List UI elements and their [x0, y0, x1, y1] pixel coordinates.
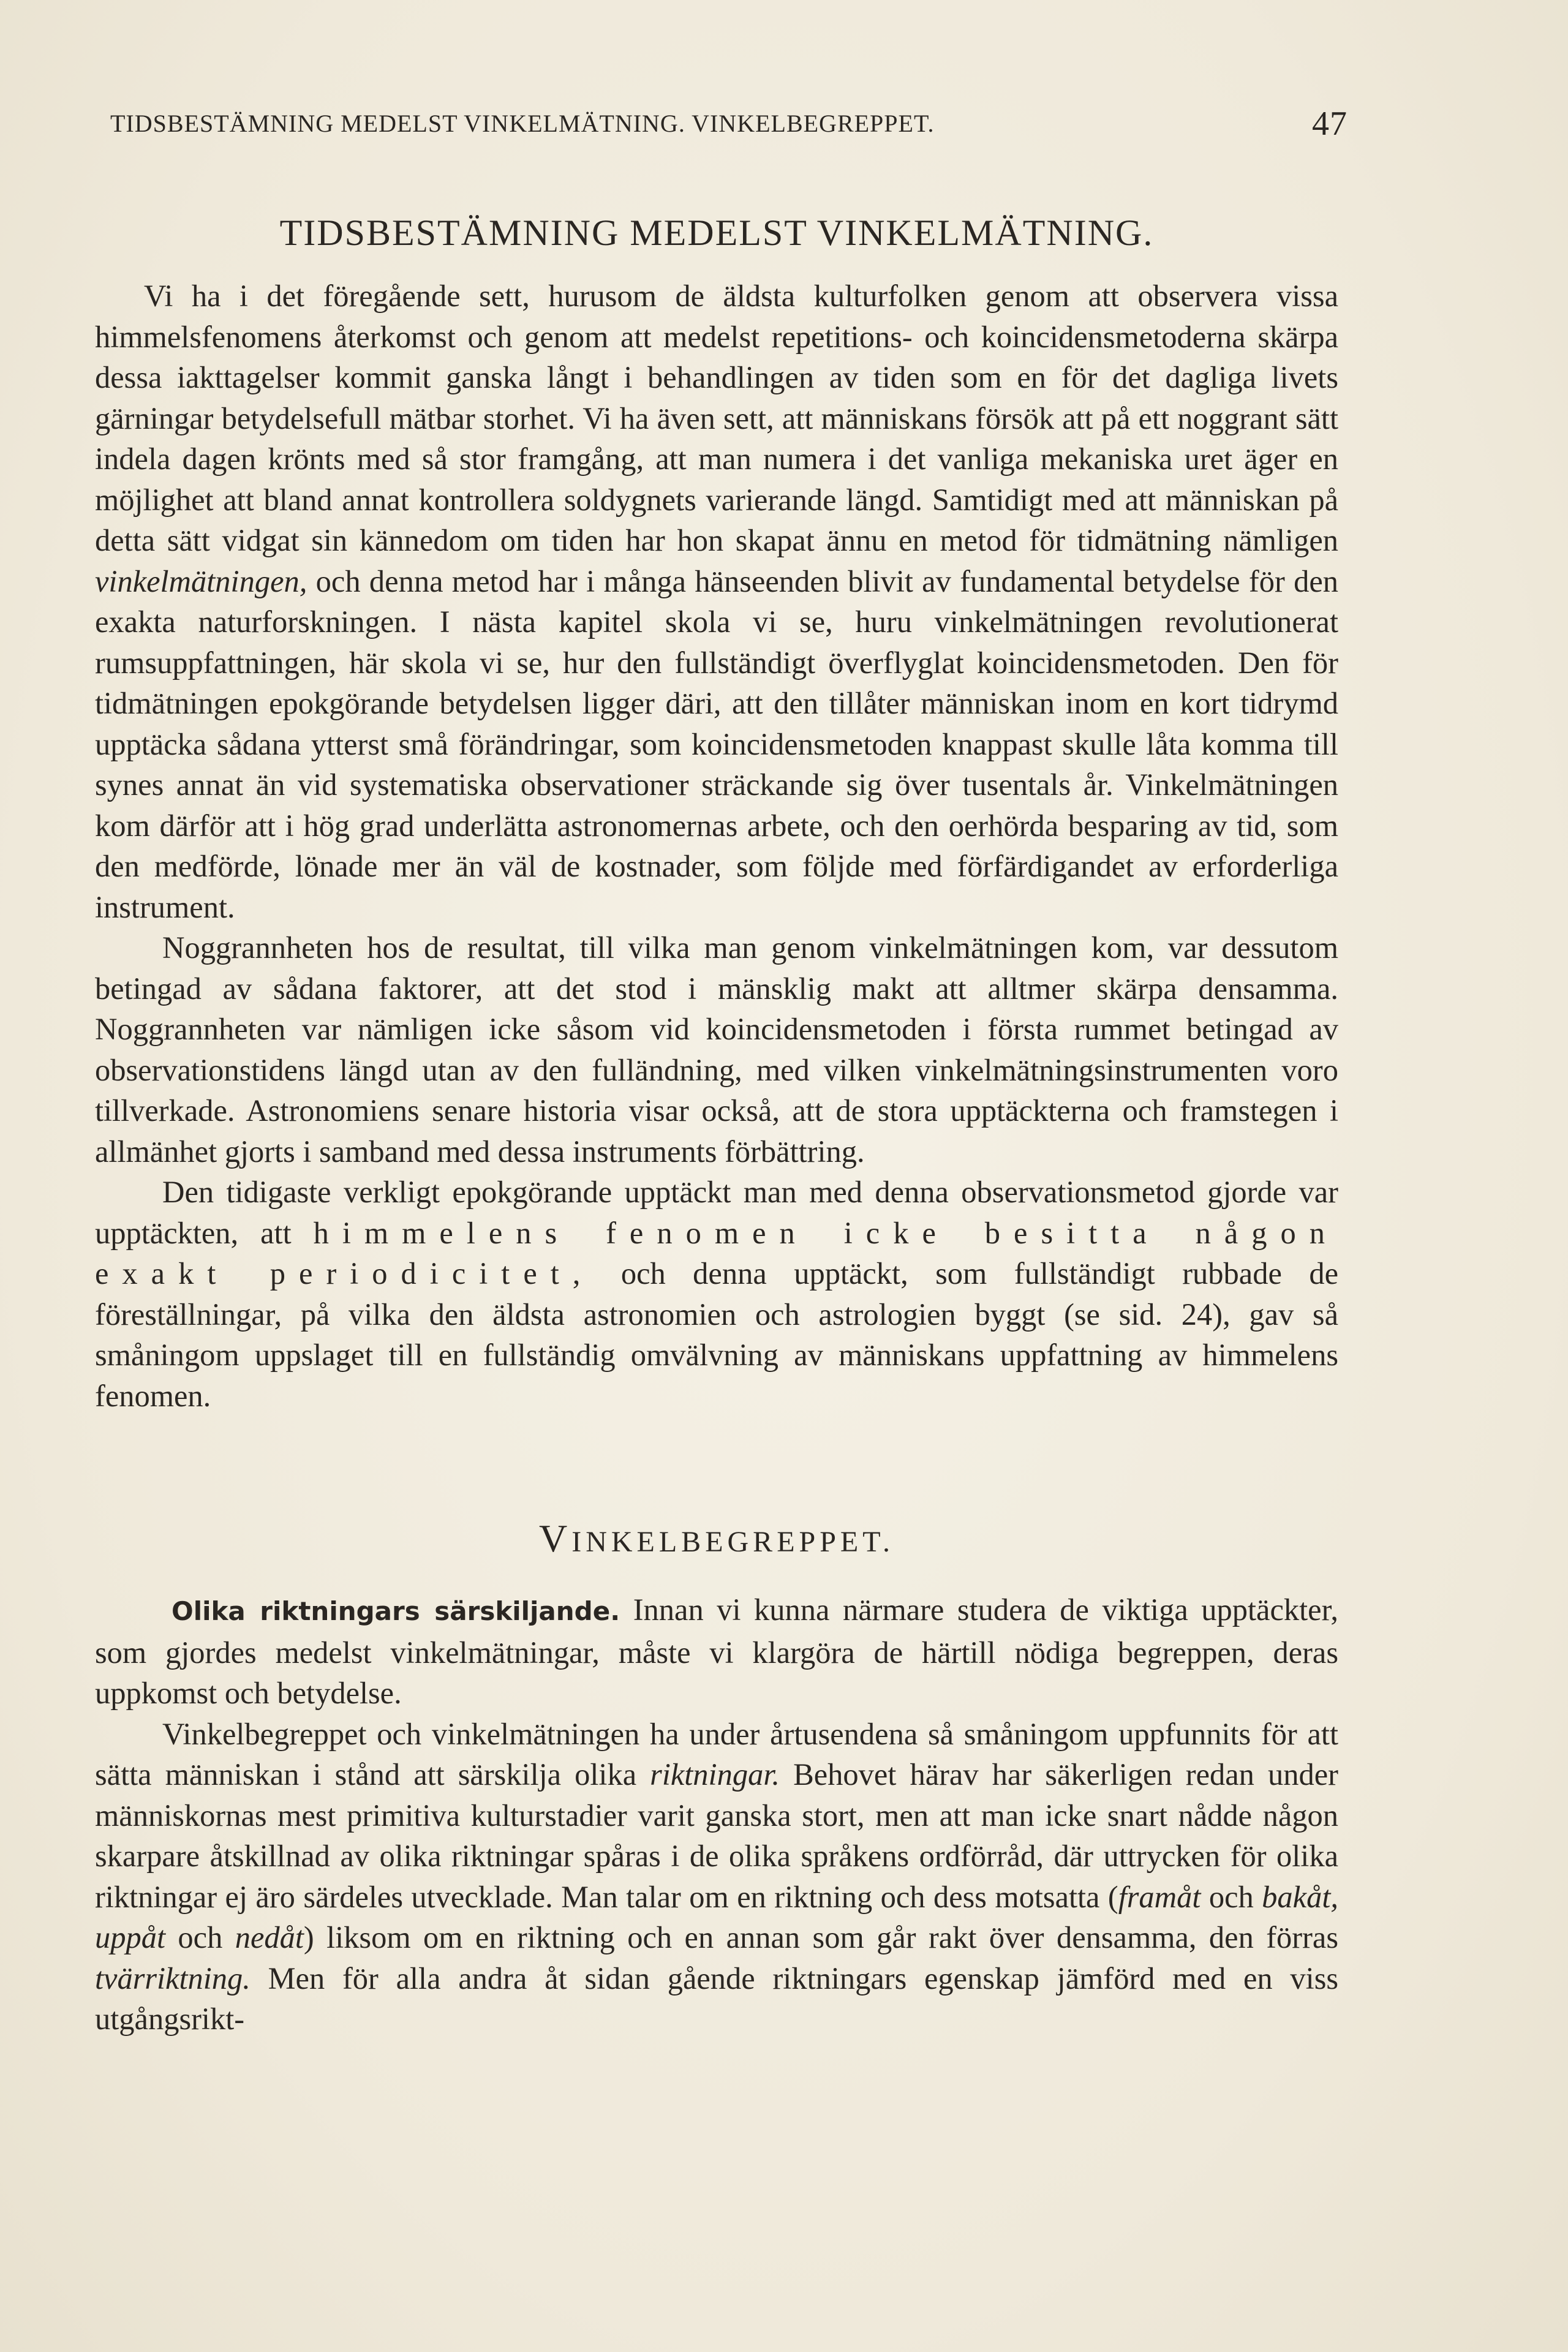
text-run: och: [1200, 1879, 1262, 1914]
paragraph: [95, 1172, 1338, 1416]
emphasis: framåt: [1118, 1879, 1201, 1914]
text-run: Den tidigaste verkligt epokgörande upptäckt man med denna observationsmetod gjorde var upptäckten, att: [95, 1175, 1338, 1250]
page-number: 47: [1312, 105, 1348, 143]
emphasis: nedåt: [235, 1920, 304, 1954]
run-in-heading: Olika riktningars särskiljande.: [172, 1596, 620, 1626]
emphasis: vinkelmätningen,: [95, 564, 307, 598]
emphasis: bakåt, uppåt: [95, 1879, 1338, 1954]
text-run: Vi ha i det föregående sett, hurusom de äldsta kulturfolken genom att observera vissa himmelsfenomens återkomst och genom att medelst repetitions- och koincidensmetoderna skärpa dessa iakttagelser kommit ganska långt i behandlingen av tiden som en för det dagliga livets gärningar betydelsefull mätbar storhet. Vi ha även sett, att människans försök att på ett noggrant sätt indela dagen krönts med så stor framgång, att man numera i det vanliga mekaniska uret äger en möjlighet att bland annat kontrollera soldygnets varierande längd. Samtidigt med att människan på detta sätt vidgat sin kännedom om tiden har hon skapat ännu en metod för tidmätning nämligen: [95, 279, 1338, 557]
text-run: och denna upptäckt, som fullständigt rubbade de föreställningar, på vilka den äldsta astronomien och astrologien byggt (se sid. 24), gav så småningom uppslaget till en fullständig omvälvning av människans uppfattning av himmelens fenomen.: [95, 1256, 1338, 1413]
text-run: Men för alla andra åt sidan gående riktningars egenskap jämförd med en viss utgångsrikt-: [95, 1961, 1338, 2036]
paragraph: [95, 276, 1338, 927]
text-run: Innan vi kunna närmare studera de viktiga upptäckter, som gjordes medelst vinkelmätningar, måste vi klargöra de härtill nödiga begreppen, deras uppkomst och betydelse.: [95, 1593, 1338, 1710]
running-head-title: TIDSBESTÄMNING MEDELST VINKELMÄTNING. VINKELBEGREPPET.: [110, 110, 935, 137]
emphasis: riktningar.: [650, 1757, 780, 1792]
text-run: Behovet härav har säkerligen redan under människornas mest primitiva kulturstadier varit ganska stort, men att man icke snart nådde någon skarpare åtskillnad av olika riktningar spåras i de olika språkens ordförråd, där uttrycken för olika riktningar ej äro särdeles utvecklade. Man talar om en riktning och dess motsatta (: [95, 1757, 1338, 1914]
paragraph: [95, 1714, 1338, 2040]
text-run: Vinkelbegreppet och vinkelmätningen ha under årtusendena så småningom uppfunnits för att sätta människan i stånd att särskilja olika: [95, 1716, 1338, 1792]
heading-initial: V: [539, 1517, 572, 1560]
heading-rest: INKELBEGREPPET.: [571, 1526, 894, 1558]
text-run: och: [165, 1920, 235, 1954]
emphasis: tvärriktning.: [95, 1961, 251, 1996]
section-heading-vinkelbegreppet: [95, 1517, 1338, 1564]
page-content: [95, 208, 1338, 2040]
paragraph: [95, 1589, 1338, 1714]
spaced-emphasis: himmelens fenomen icke besitta någon exakt periodicitet,: [95, 1215, 1338, 1291]
text-run: ) liksom om en riktning och en annan som går rakt över densamma, den förras: [303, 1920, 1338, 1954]
text-run: och denna metod har i många hänseenden blivit av fundamental betydelse för den exakta naturforskningen. I nästa kapitel skola vi se, huru vinkelmätningen revolutionerat rumsuppfattningen, här skola vi se, hur den fullständigt överflyglat koincidensmetoden. Den för tidmätningen epokgörande betydelsen ligger däri, att den tillåter människan inom en kort tidrymd upptäcka sådana ytterst små förändringar, som koincidensmetoden knappast skulle låta komma till synes annat än vid systematiska observationer sträckande sig över tusentals år. Vinkelmätningen kom därför att i hög grad underlätta astronomernas arbete, och den oerhörda besparing av tid, som den medförde, lönade mer än väl de kostnader, som följde med förfärdigandet av erforderliga instrument.: [95, 564, 1338, 924]
running-head: [110, 105, 1348, 146]
section-heading-tidsbestamning: TIDSBESTÄMNING MEDELST VINKELMÄTNING.: [279, 213, 1154, 253]
paragraph: Noggrannheten hos de resultat, till vilka man genom vinkelmätningen kom, var dessutom betingad av sådana faktorer, att det stod i mänsklig makt att alltmer skärpa densamma. Noggrannheten var nämligen icke såsom vid koincidensmetoden i första rummet betingad av observationstidens längd utan av den fulländning, med vilken vinkelmätningsinstrumenten voro tillverkade. Astronomiens senare historia visar också, att de stora upptäckterna och framstegen i allmänhet gjorts i samband med dessa instruments förbättring.: [95, 930, 1338, 1169]
